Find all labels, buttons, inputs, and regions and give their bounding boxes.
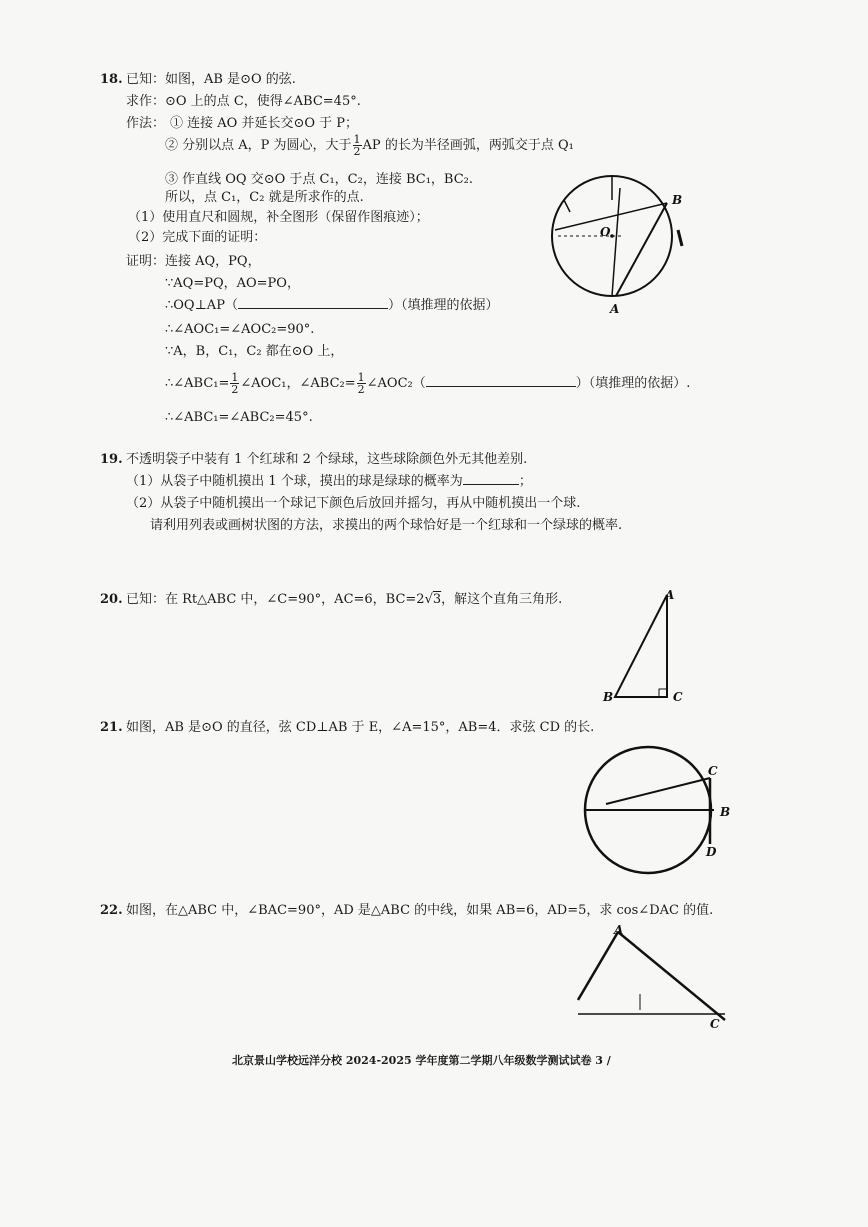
fraction-half: $\frac{1}{2}$ <box>357 371 365 396</box>
triangle-abc <box>615 595 667 697</box>
arc-mark <box>678 230 682 246</box>
q18-proof-line2: ∴OQ⊥AP（ ）（填推理的依据） <box>165 298 499 313</box>
q18-part2: （2）完成下面的证明： <box>128 230 267 245</box>
q21-number: 21. <box>100 720 123 735</box>
label-d: D <box>706 845 717 859</box>
q21-figure <box>580 742 730 882</box>
label-b: B <box>603 690 614 704</box>
q18-figure <box>550 170 700 320</box>
page-footer: 北京景山学校远洋分校 2024-2025 学年度第二学期八年级数学测试试卷 3 / <box>232 1054 611 1067</box>
sqrt-symbol: √ <box>424 592 433 607</box>
q18-number: 18. <box>100 72 123 87</box>
label-c: C <box>708 764 718 778</box>
fraction-half: $\frac{1}{2}$ <box>231 371 239 396</box>
q22-figure <box>570 922 735 1032</box>
line-ac <box>606 778 710 804</box>
line-to-b <box>555 203 667 230</box>
answer-blank <box>426 386 576 387</box>
q19-part1: （1）从袋子中随机摸出 1 个球，摸出的球是绿球的概率为 ； <box>126 474 532 489</box>
q18-proof-line6: ∴∠ABC₁=∠ABC₂=45°. <box>165 410 313 425</box>
arc-trace <box>564 200 570 212</box>
answer-blank <box>238 308 388 309</box>
label-b: B <box>720 805 730 819</box>
q19-number: 19. <box>100 452 123 467</box>
chord-ab <box>616 203 667 296</box>
right-angle-mark <box>659 689 667 697</box>
label-a: A <box>665 588 675 602</box>
q18-given: 已知：如图，AB 是⊙O 的弦. <box>126 72 296 87</box>
q18-proof-line4: ∵A，B，C₁，C₂ 都在⊙O 上， <box>165 344 344 359</box>
q20-stem: 已知：在 Rt△ABC 中，∠C=90°，AC=6，BC=2√3，解这个直角三角形. <box>126 592 563 607</box>
answer-blank <box>463 484 519 485</box>
q19-part2: （2）从袋子中随机摸出一个球记下颜色后放回并摇匀，再从中随机摸出一个球. <box>126 496 581 511</box>
center-point <box>610 234 614 238</box>
q19-part2-b: 请利用列表或画树状图的方法，求摸出的两个球恰好是一个红球和一个绿球的概率. <box>150 518 623 533</box>
label-a: A <box>610 302 620 316</box>
q18-step4: 所以，点 C₁，C₂ 就是所求作的点. <box>165 190 364 205</box>
q18-proof-line3: ∴∠AOC₁=∠AOC₂=90°. <box>165 322 315 337</box>
line-aq <box>612 188 620 296</box>
q18-proof-line1: ∵AQ=PQ，AO=PO， <box>165 276 300 291</box>
q18-proof-label: 证明：连接 AQ，PQ， <box>126 254 261 269</box>
side-ac <box>618 932 725 1020</box>
label-c: C <box>710 1017 720 1031</box>
label-c: C <box>673 690 683 704</box>
q19-stem: 不透明袋子中装有 1 个红球和 2 个绿球，这些球除颜色外无其他差别. <box>126 452 528 467</box>
fraction-half: $\frac{1}{2}$ <box>353 133 361 158</box>
side-ab <box>578 932 618 1000</box>
q18-step1: ① 连接 AO 并延长交⊙O 于 P； <box>170 116 359 131</box>
q20-figure <box>595 585 695 705</box>
q18-proof-line5: ∴∠ABC₁= $\frac{1}{2}$ ∠AOC₁，∠ABC₂= $\frac{1}{2}$ ∠AOC₂（ ）（填推理的依据）. <box>165 371 691 396</box>
q18-part1: （1）使用直尺和圆规，补全图形（保留作图痕迹）； <box>128 210 429 225</box>
q18-method-label: 作法： <box>126 116 166 131</box>
q22-stem: 如图，在△ABC 中，∠BAC=90°，AD 是△ABC 的中线，如果 AB=6，AD=5，求 cos∠DAC 的值. <box>126 903 714 918</box>
q18-step2: ② 分别以点 A，P 为圆心，大于 $\frac{1}{2}$ AP 的长为半径画弧，两弧交于点 Q₁ <box>165 133 574 158</box>
label-o: O <box>600 225 611 239</box>
q20-number: 20. <box>100 592 123 607</box>
q22-number: 22. <box>100 903 123 918</box>
q18-step3: ③ 作直线 OQ 交⊙O 于点 C₁，C₂，连接 BC₁，BC₂. <box>165 172 474 187</box>
q21-stem: 如图，AB 是⊙O 的直径，弦 CD⊥AB 于 E，∠A=15°，AB=4．求弦 CD 的长. <box>126 720 595 735</box>
label-b: B <box>672 193 683 207</box>
label-a: A <box>614 923 624 937</box>
q18-task: 求作：⊙O 上的点 C，使得∠ABC=45°. <box>126 94 361 109</box>
